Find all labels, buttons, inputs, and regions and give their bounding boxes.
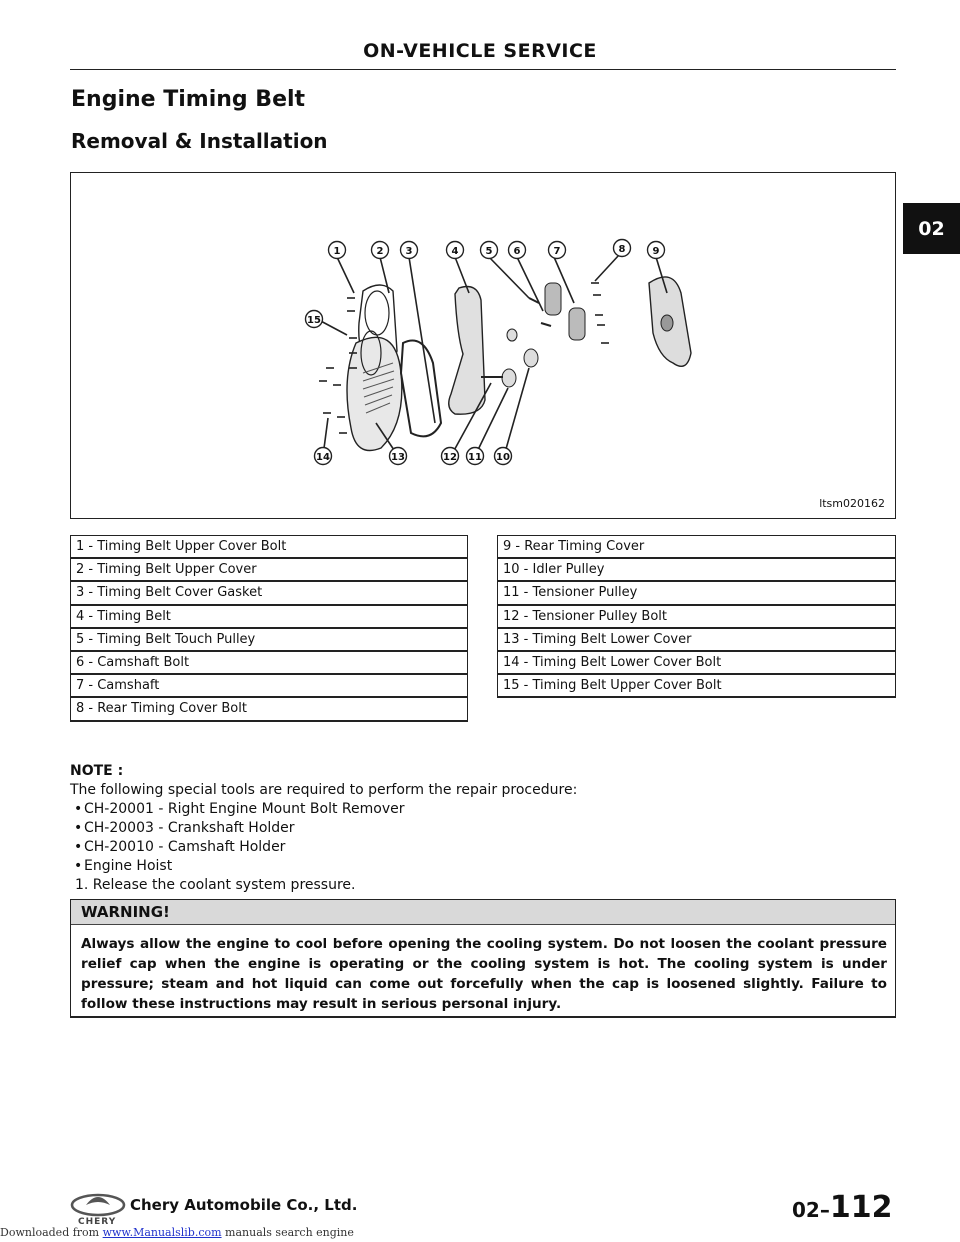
callout-label: 5 (485, 246, 493, 257)
note-intro: The following special tools are required to perform the repair procedure: (70, 782, 578, 798)
warning-box (70, 899, 896, 1018)
note-label: NOTE : (70, 763, 124, 779)
callout-label: 4 (451, 246, 459, 257)
callout-label: 3 (405, 246, 413, 257)
legend-row: 13 - Timing Belt Lower Cover (497, 628, 896, 652)
callout-label: 10 (496, 452, 510, 463)
logo-text: CHERY (78, 1217, 117, 1227)
callout-label: 13 (391, 452, 405, 463)
callout-label: 1 (333, 246, 341, 257)
page-header-title: ON-VEHICLE SERVICE (363, 40, 597, 62)
footer-company: Chery Automobile Co., Ltd. (130, 1196, 358, 1214)
legend-row: 2 - Timing Belt Upper Cover (70, 558, 468, 582)
tensioner-pulley-part (502, 369, 516, 387)
callout-label: 11 (468, 452, 482, 463)
timing-belt-part (449, 287, 485, 415)
legend-row: 14 - Timing Belt Lower Cover Bolt (497, 651, 896, 675)
warning-text: Always allow the engine to cool before opening the cooling system. Do not loosen the coolant pressure relief cap when the engine is operating or the cooling system is hot. The cooling system is under pressure; steam and hot liquid can come out forcefully when the cap is loosened slightly. Failure to follow these instructions may result in serious personal injury. (81, 936, 887, 1012)
legend-row: 11 - Tensioner Pulley (497, 581, 896, 605)
legend-row: 8 - Rear Timing Cover Bolt (70, 697, 468, 721)
section-title: Engine Timing Belt (71, 87, 306, 112)
callout-label: 14 (316, 452, 330, 463)
legend-table-right (497, 535, 896, 698)
bullet-icon: • (74, 839, 83, 855)
list-item: • Engine Hoist (74, 858, 173, 874)
callout-label: 12 (443, 452, 457, 463)
bullet-icon: • (74, 820, 83, 836)
legend-row: 1 - Timing Belt Upper Cover Bolt (70, 535, 468, 559)
legend-row: 7 - Camshaft (70, 674, 468, 698)
bullet-icon: • (74, 858, 83, 874)
list-item: • CH-20003 - Crankshaft Holder (74, 820, 295, 836)
legend-row: 9 - Rear Timing Cover (497, 535, 896, 559)
legend-row: 3 - Timing Belt Cover Gasket (70, 581, 468, 605)
figure-code: ltsm020162 (819, 497, 885, 510)
legend-table-left (70, 535, 468, 722)
tool-list (70, 800, 896, 876)
camshaft-gear-2 (569, 308, 585, 340)
legend-row: 6 - Camshaft Bolt (70, 651, 468, 675)
legend-row: 10 - Idler Pulley (497, 558, 896, 582)
list-item: • CH-20001 - Right Engine Mount Bolt Remover (74, 801, 405, 817)
legend-row: 5 - Timing Belt Touch Pulley (70, 628, 468, 652)
procedure-step: 1. Release the coolant system pressure. (75, 877, 356, 893)
list-item: • CH-20010 - Camshaft Holder (74, 839, 286, 855)
legend-row: 12 - Tensioner Pulley Bolt (497, 605, 896, 629)
callout-label: 6 (513, 246, 521, 257)
header-divider (70, 69, 896, 70)
callout-label: 2 (376, 246, 384, 257)
legend-row: 15 - Timing Belt Upper Cover Bolt (497, 674, 896, 698)
bullet-icon: • (74, 801, 83, 817)
legend-row: 4 - Timing Belt (70, 605, 468, 629)
callout-label: 7 (553, 246, 561, 257)
manualslib-link[interactable]: www.Manualslib.com (102, 1226, 222, 1239)
exploded-view-figure (70, 172, 896, 519)
note-block (70, 762, 896, 895)
timing-belt-exploded-diagram (71, 173, 897, 520)
touch-pulley-part (507, 329, 517, 341)
subsection-title: Removal & Installation (71, 129, 328, 153)
idler-pulley-part (524, 349, 538, 367)
warning-title: WARNING! (71, 900, 895, 925)
callout-label: 8 (618, 244, 626, 255)
callout-label: 15 (307, 315, 321, 326)
download-banner: Downloaded from www.Manualslib.com manuals search engine (0, 1226, 354, 1239)
chery-logo-icon (70, 1193, 126, 1219)
section-tab: 02 (903, 203, 960, 254)
page-number: 02–112 (792, 1190, 893, 1225)
callout-label: 9 (652, 246, 660, 257)
camshaft-gear-1 (545, 283, 561, 315)
